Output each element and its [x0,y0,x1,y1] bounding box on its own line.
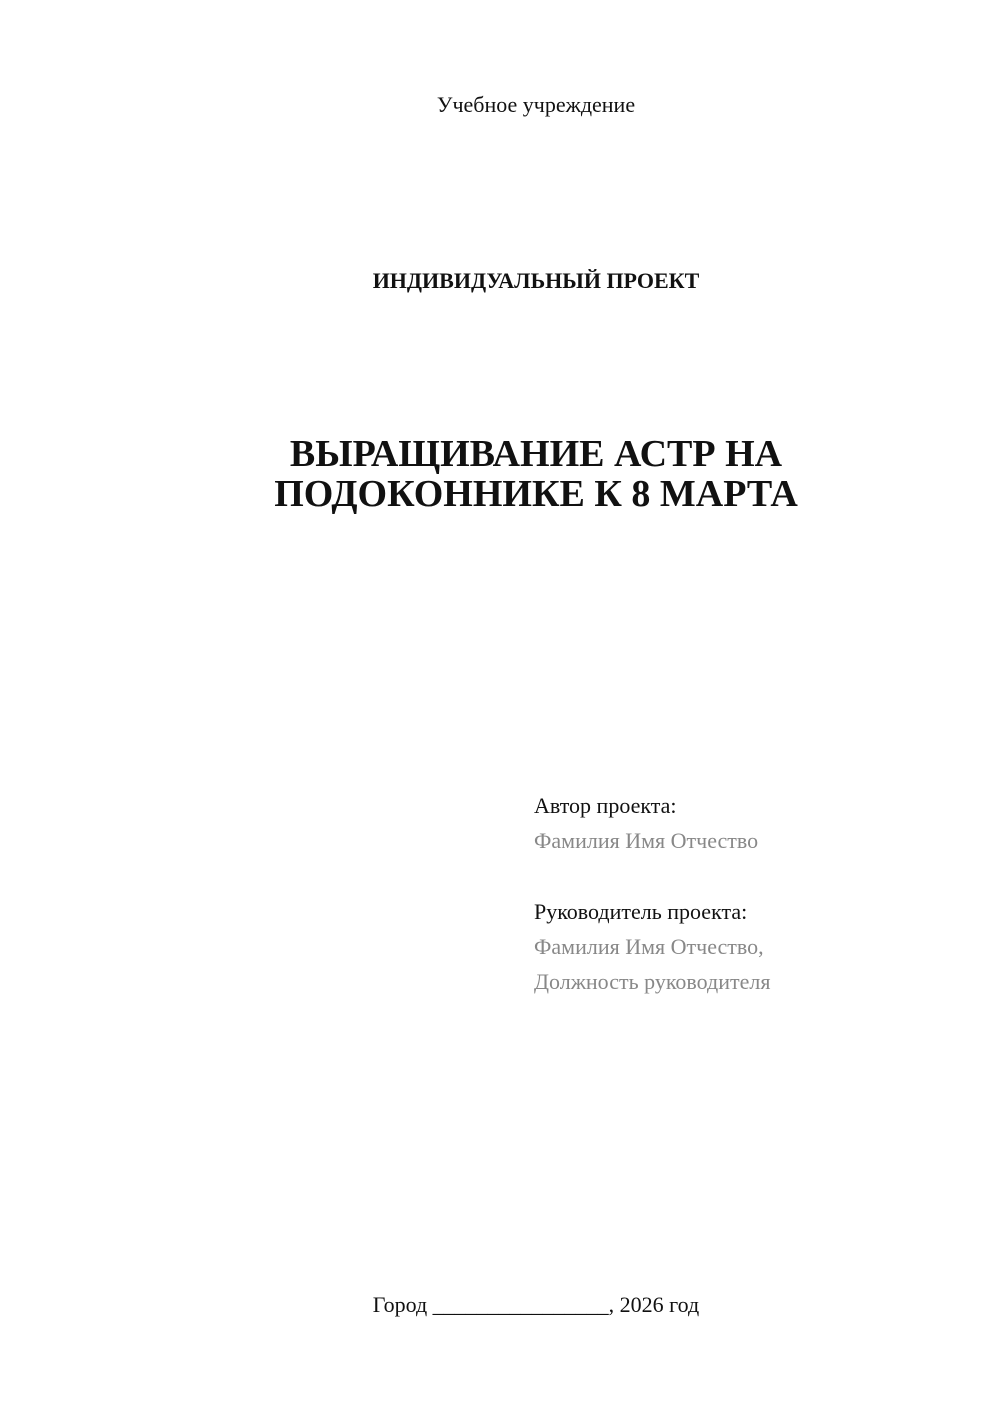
supervisor-label: Руководитель проекта: [534,899,748,924]
supervisor-position: Должность руководителя [534,969,771,994]
author-name: Фамилия Имя Отчество [534,828,759,853]
project-title-line-1: ВЫРАЩИВАНИЕ АСТР НА [289,433,783,475]
author-label: Автор проекта: [534,793,677,818]
document-type: ИНДИВИДУАЛЬНЫЙ ПРОЕКТ [372,268,700,293]
city-blank: ________________ [432,1292,609,1317]
credits-spacer [534,858,974,894]
project-title [0,434,1000,514]
credits-block [534,788,974,999]
supervisor-name: Фамилия Имя Отчество, [534,934,764,959]
year-text: , 2026 год [608,1292,700,1317]
city-label: Город [372,1292,428,1317]
city-year-line [0,1292,1000,1318]
project-title-line-2: ПОДОКОННИКЕ К 8 МАРТА [274,473,798,515]
institution-name: Учебное учреждение [436,92,636,117]
